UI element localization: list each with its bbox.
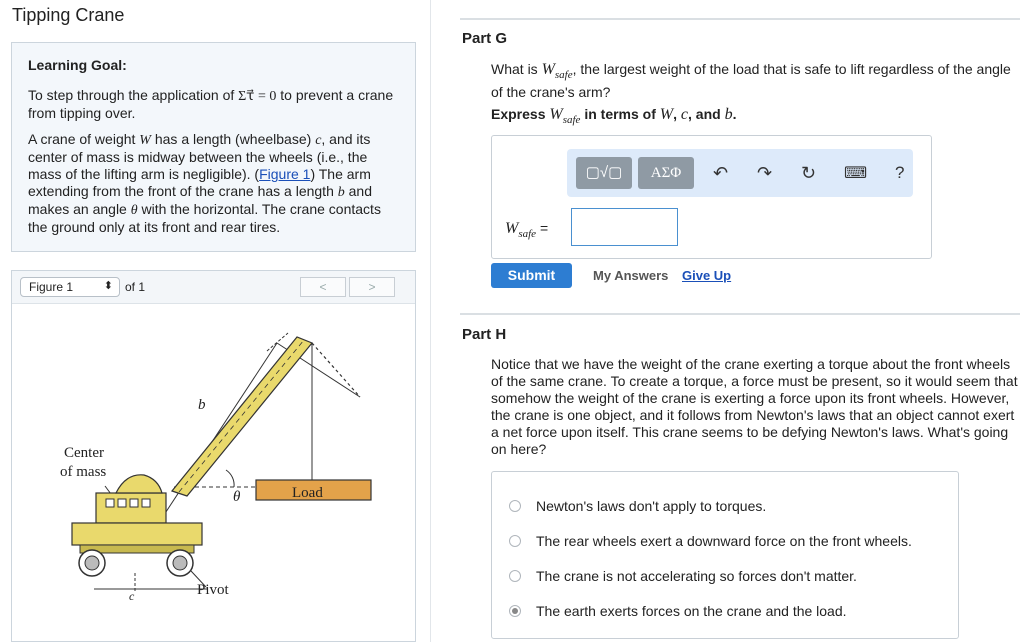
radio-button[interactable] <box>509 500 521 512</box>
crane-figure <box>12 303 415 641</box>
safe-subscript: safe <box>562 113 581 126</box>
learning-goal-heading: Learning Goal: <box>28 57 127 73</box>
option-label: The rear wheels exert a downward force on the front wheels. <box>536 533 912 549</box>
part-g-question <box>491 61 1011 101</box>
radio-button[interactable] <box>509 535 521 547</box>
label-c: c <box>129 589 135 603</box>
figure-count: of 1 <box>125 280 146 294</box>
var-W: W <box>139 133 151 148</box>
part-g-rule <box>460 18 1020 20</box>
var-W: W <box>659 106 674 123</box>
keyboard-icon[interactable]: ⌨ <box>844 165 868 182</box>
goal-text: To step through the application of <box>28 87 239 103</box>
instruction-text: , <box>673 106 681 122</box>
help-icon[interactable]: ? <box>895 163 905 182</box>
answer-input[interactable] <box>571 208 678 246</box>
label-load: Load <box>292 485 323 501</box>
goal-text: with the horizontal. The crane contacts the ground only at its front and rear tires. <box>28 201 381 235</box>
label-b: b <box>198 397 206 413</box>
label-of-mass: of mass <box>60 464 107 480</box>
var-W-safe: W <box>549 106 563 123</box>
goal-text: , and its center of mass is midway between the wheels (i.e., the mass of the lifting arm is negligible). ( <box>28 131 371 182</box>
figure-toolbar <box>12 271 415 304</box>
goal-text: has a length (wheelbase) <box>150 131 316 147</box>
part-g-label: Part G <box>462 30 508 47</box>
var-b: b <box>337 185 345 200</box>
question-text: , the largest weight of the load that is safe to lift regardless of the angle of the crane's arm? <box>491 61 1011 100</box>
reset-icon[interactable]: ↻ <box>801 163 817 183</box>
column-divider <box>430 0 431 642</box>
instruction-text: Express <box>491 106 550 122</box>
radio-button[interactable] <box>509 570 521 582</box>
option-label: The crane is not accelerating so forces don't matter. <box>536 568 857 584</box>
goal-paragraph-1 <box>28 87 399 122</box>
var-theta: θ <box>130 203 138 218</box>
undo-icon[interactable]: ↶ <box>713 163 729 183</box>
option-1[interactable] <box>492 494 958 524</box>
goal-text: ) The arm extending from the front of the crane has a length <box>28 166 371 199</box>
figure-select[interactable] <box>20 277 120 297</box>
var-W-safe: W <box>505 220 519 237</box>
goal-text: to prevent a crane from tipping over. <box>28 87 394 121</box>
torque-equation: Στ⃗ = 0 <box>238 89 277 104</box>
label-pivot: Pivot <box>197 582 229 598</box>
learning-goal-box <box>11 42 416 252</box>
figure-panel <box>11 270 416 642</box>
var-b: b <box>724 106 733 123</box>
part-h-label: Part H <box>462 326 507 343</box>
select-arrows-icon: ⬍ <box>103 280 113 292</box>
page-title: Tipping Crane <box>12 5 125 25</box>
my-answers-label: My Answers <box>593 268 669 283</box>
safe-subscript: safe <box>554 68 573 81</box>
radio-button-selected[interactable] <box>509 605 521 617</box>
label-theta: θ <box>233 489 241 505</box>
figure-select-value: Figure 1 <box>29 280 74 294</box>
crane-arm <box>172 319 312 496</box>
part-h-rule <box>460 313 1020 315</box>
option-label: The earth exerts forces on the crane and the load. <box>536 603 847 619</box>
figure-1-link[interactable]: Figure 1 <box>259 166 311 182</box>
goal-text: A crane of weight <box>28 131 140 147</box>
instruction-text: . <box>732 106 737 122</box>
give-up-link[interactable]: Give Up <box>682 268 732 283</box>
goal-paragraph-2 <box>28 131 399 236</box>
instruction-text: , and <box>688 106 725 122</box>
var-W-safe: W <box>541 61 555 78</box>
question-text: What is <box>491 61 542 77</box>
option-3[interactable] <box>492 564 958 594</box>
templates-button[interactable]: ▢√▢ <box>576 157 632 189</box>
redo-icon[interactable]: ↷ <box>757 163 773 183</box>
express-instruction <box>491 106 736 129</box>
label-center: Center <box>64 445 104 461</box>
var-c: c <box>680 106 689 123</box>
symbols-button[interactable]: ΑΣΦ <box>638 157 694 189</box>
answer-label <box>505 220 548 240</box>
options-box <box>491 471 959 639</box>
goal-text: and makes an angle <box>28 183 372 217</box>
option-2[interactable] <box>492 529 958 559</box>
option-label: Newton's laws don't apply to torques. <box>536 498 767 514</box>
safe-subscript: safe <box>518 227 537 240</box>
equals-sign: = <box>536 220 549 236</box>
next-figure-button[interactable]: > <box>349 277 395 297</box>
math-toolbar <box>567 149 913 197</box>
answer-box <box>491 135 932 259</box>
var-c: c <box>315 133 322 148</box>
submit-button[interactable]: Submit <box>491 263 572 288</box>
part-h-question: Notice that we have the weight of the crane exerting a torque about the front wheels of the same crane. To create a torque, a force must be present, so it would seem that somehow the weight of the crane is exerting a force upon its front wheels. However, the crane is one object, and it follows from Newton's laws that an object cannot exert a net force upon itself. This crane seems to be defying Newton's laws. What's going on here? <box>491 356 1018 457</box>
instruction-text: in terms of <box>580 106 660 122</box>
option-4[interactable] <box>492 599 958 629</box>
prev-figure-button[interactable]: < <box>300 277 346 297</box>
